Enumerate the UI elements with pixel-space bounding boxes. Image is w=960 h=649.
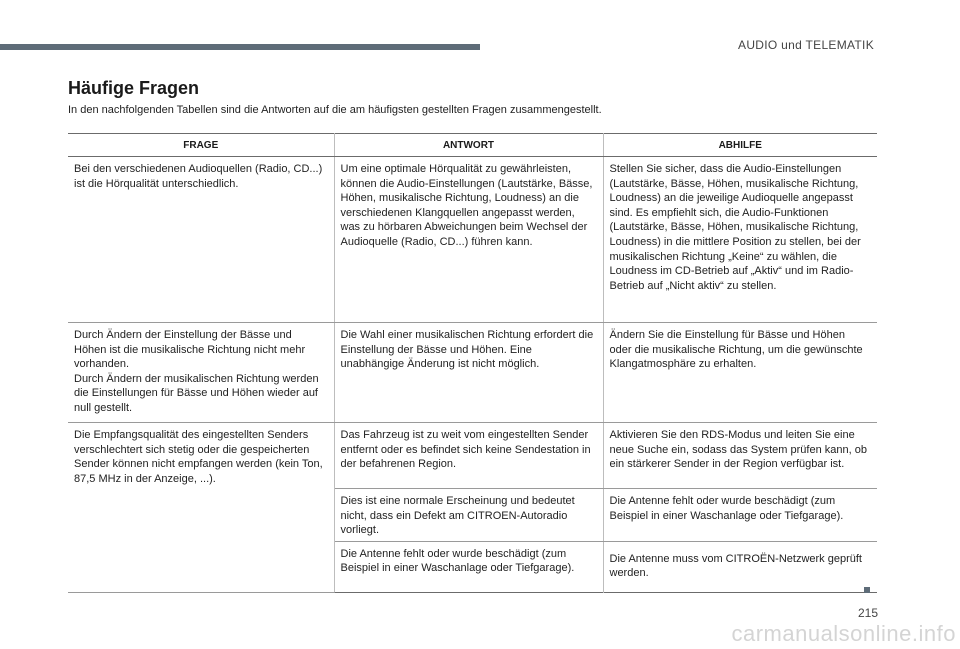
- antwort-cell: Dies ist eine normale Erscheinung und bedeutet nicht, dass ein Defekt am CITROEN-Autoradio vorliegt.: [334, 489, 603, 542]
- watermark: carmanualsonline.info: [731, 621, 956, 646]
- antwort-cell: Das Fahrzeug ist zu weit vom eingestellten Sender entfernt oder es befindet sich keine Sendestation in der befahrenen Region.: [334, 423, 603, 489]
- page-marker-icon: [864, 587, 870, 593]
- abhilfe-cell: Ändern Sie die Einstellung für Bässe und Höhen oder die musikalische Richtung, um die gewünschte Klangatmosphäre zu erhalten.: [603, 323, 877, 423]
- header-bar: [0, 44, 480, 50]
- frage-cell: Durch Ändern der Einstellung der Bässe und Höhen ist die musikalische Richtung nicht mehr vorhanden. Durch Ändern der musikalischen Richtung werden die Einstellungen für Bässe und Höhen wieder auf null gestellt.: [68, 323, 334, 423]
- table-row: [68, 323, 877, 423]
- antwort-cell: Die Antenne fehlt oder wurde beschädigt (zum Beispiel in einer Waschanlage oder Tiefgarage).: [340, 547, 575, 575]
- page-number: 215: [857, 606, 878, 620]
- table-row: [68, 423, 877, 489]
- abhilfe-cell: Die Antenne muss vom CITROËN-Netzwerk geprüft werden.: [603, 541, 877, 592]
- table-row: [68, 157, 877, 323]
- page-title: Häufige Fragen: [68, 78, 200, 98]
- header-frage: FRAGE: [68, 134, 334, 157]
- faq-table: [68, 133, 877, 593]
- frage-cell: Bei den verschiedenen Audioquellen (Radio, CD...) ist die Hörqualität unterschiedlich.: [68, 157, 334, 323]
- frage-cell: Die Empfangsqualität des eingestellten Senders verschlechtert sich stetig oder die gespeicherten Sender können nicht empfangen werden (kein Ton, 87,5 MHz in der Anzeige, ...).: [68, 423, 334, 593]
- abhilfe-cell: Stellen Sie sicher, dass die Audio-Einstellungen (Lautstärke, Bässe, Höhen, musikalische Richtung, Loudness) an die jeweilige Audioquelle angepasst sind. Es empfiehlt sich, die Audio-Funktionen (Lautstärke, Bässe, Höhen, musikalische Richtung, Loudness) in die mittlere Position zu stellen, bei der musikalischen Richtung „Keine“ zu wählen, die Loudness im CD-Betrieb auf „Aktiv“ und im Radio-Betrieb auf „Nicht aktiv“ zu stellen.: [603, 157, 877, 323]
- section-label: AUDIO und TELEMATIK: [738, 38, 874, 52]
- header-abhilfe: ABHILFE: [603, 134, 877, 157]
- abhilfe-cell: Aktivieren Sie den RDS-Modus und leiten Sie eine neue Suche ein, sodass das System prüfen kann, ob ein stärkerer Sender in der Region verfügbar ist.: [603, 423, 877, 489]
- antwort-cell: Um eine optimale Hörqualität zu gewährleisten, können die Audio-Einstellungen (Lautstärke, Bässe, Höhen, musikalische Richtung, Loudness) an die verschiedenen Klangquellen angepasst werden, was zu hörbaren Abweichungen beim Wechsel der Audioquelle (Radio, CD...) führen kann.: [334, 157, 603, 323]
- header-antwort: ANTWORT: [334, 134, 603, 157]
- intro-text: In den nachfolgenden Tabellen sind die Antworten auf die am häufigsten gestellten Fragen zusammengestellt.: [68, 104, 602, 116]
- antwort-cell: Die Wahl einer musikalischen Richtung erfordert die Einstellung der Bässe und Höhen. Eine unabhängige Änderung ist nicht möglich.: [334, 323, 603, 423]
- abhilfe-cell: Die Antenne fehlt oder wurde beschädigt (zum Beispiel in einer Waschanlage oder Tiefgarage).: [603, 489, 877, 542]
- table-header-row: [68, 134, 877, 157]
